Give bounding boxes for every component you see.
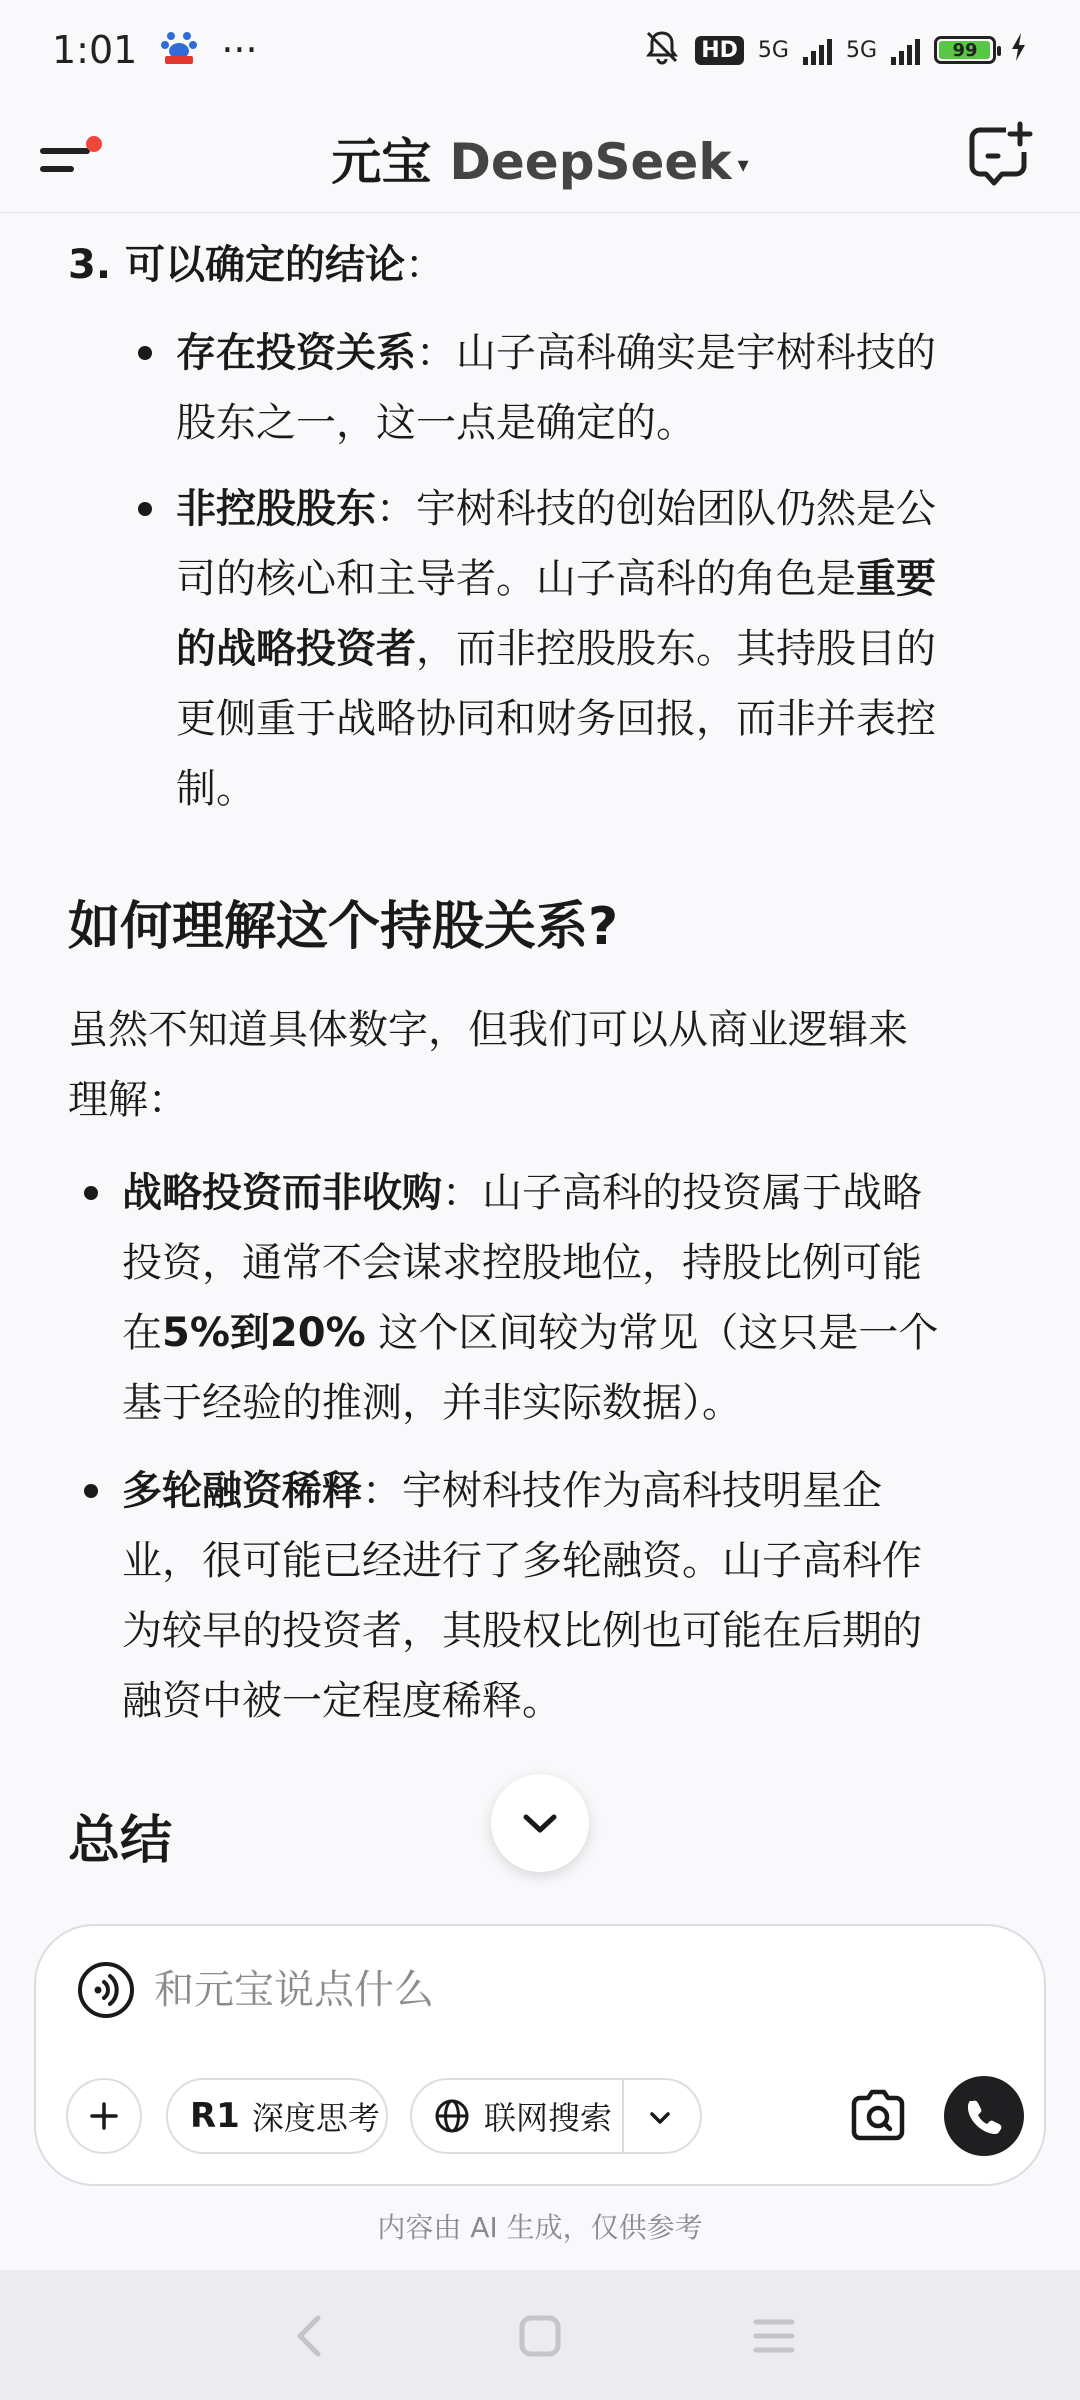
r1-label: R1 xyxy=(190,2096,240,2136)
back-icon[interactable] xyxy=(288,2312,328,2364)
battery-icon xyxy=(934,36,996,64)
globe-icon xyxy=(434,2098,470,2134)
section-heading: 如何理解这个持股关系? xyxy=(68,897,619,957)
list-item: 战略投资而非收购：山子高科的投资属于战略 投资，通常不会谋求控股地位，持股比例可能 在5%到20% 这个区间较为常见（这只是一个 基于经验的推测，并非实际数据）。 xyxy=(122,1170,939,1426)
battery-level: 99 xyxy=(952,39,978,61)
phone-icon xyxy=(964,2096,1004,2136)
list-item: 存在投资关系：山子高科确实是宇树科技的 股东之一，这一点是确定的。 xyxy=(176,330,936,446)
chevron-down-icon: ▾ xyxy=(737,153,749,178)
status-time: 1:01 xyxy=(52,28,138,72)
web-search-toggle[interactable] xyxy=(410,2078,702,2154)
list-item: 非控股股东：宇树科技的创始团队仍然是公 司的核心和主导者。山子高科的角色是重要 的战略投资者，而非控股股东。其持股目的 更侧重于战略协同和财务回报，而非并表控 制。 xyxy=(176,486,936,812)
voice-input-icon[interactable] xyxy=(76,1960,136,2020)
camera-icon xyxy=(844,2082,912,2150)
bullet-dot xyxy=(84,1484,98,1498)
composer xyxy=(34,1924,1046,2186)
deep-think-toggle[interactable] xyxy=(166,2078,388,2154)
section-heading: 总结 xyxy=(68,1811,173,1871)
search-options-dropdown[interactable] xyxy=(644,2102,676,2142)
ai-disclaimer: 内容由 AI 生成，仅供参考 xyxy=(377,2211,703,2244)
list-item: 多轮融资稀释：宇树科技作为高科技明星企 业，很可能已经进行了多轮融资。山子高科作 为较早的投资者，其股权比例也可能在后期的 融资中被一定程度稀释。 xyxy=(122,1468,922,1724)
recents-icon[interactable] xyxy=(752,2316,796,2360)
new-chat-icon xyxy=(960,116,1040,196)
status-bar xyxy=(0,0,1080,100)
status-more: ··· xyxy=(221,28,258,72)
signal-icon xyxy=(803,35,832,65)
bell-muted-icon xyxy=(643,28,681,72)
baidu-app-icon xyxy=(159,26,199,75)
message-input[interactable] xyxy=(152,1956,916,2024)
chevron-down-icon xyxy=(644,2102,676,2134)
signal-icon xyxy=(891,35,920,65)
app-header xyxy=(0,100,1080,213)
attach-button[interactable] xyxy=(66,2078,142,2154)
scroll-to-bottom-button[interactable] xyxy=(491,1774,589,1872)
numbered-item-heading: 3. 可以确定的结论： xyxy=(68,242,445,288)
network-label-1: 5G xyxy=(757,37,789,63)
bullet-dot xyxy=(138,346,152,360)
hd-badge: HD xyxy=(695,36,744,65)
plus-icon xyxy=(88,2100,120,2132)
network-label-2: 5G xyxy=(845,37,877,63)
deep-think-label: 深度思考 xyxy=(251,2099,380,2137)
bullet-dot xyxy=(84,1186,98,1200)
web-search-label: 联网搜索 xyxy=(484,2099,613,2137)
bullet-dot xyxy=(138,502,152,516)
chevron-down-icon xyxy=(520,1811,560,1835)
model-selector[interactable] xyxy=(0,122,1080,194)
model-name: DeepSeek xyxy=(449,133,732,191)
charging-icon xyxy=(1010,32,1028,68)
system-nav-bar xyxy=(0,2270,1080,2400)
home-icon[interactable] xyxy=(518,2314,562,2362)
camera-button[interactable] xyxy=(844,2082,912,2150)
voice-call-button[interactable] xyxy=(944,2076,1024,2156)
paragraph: 虽然不知道具体数字，但我们可以从商业逻辑来 理解： xyxy=(68,1007,908,1123)
app-brand: 元宝 xyxy=(331,133,432,191)
new-chat-button[interactable] xyxy=(960,116,1040,196)
